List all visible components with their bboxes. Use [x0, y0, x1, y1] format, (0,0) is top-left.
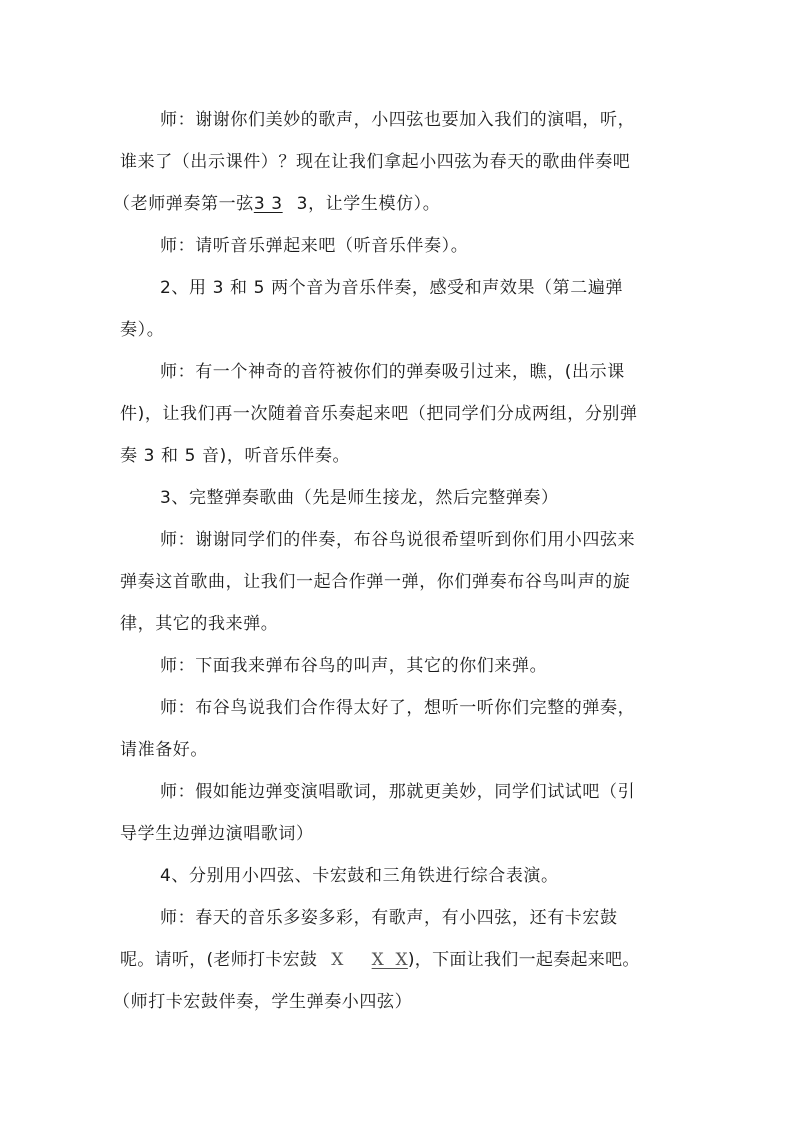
text-line: 弹奏这首歌曲，让我们一起合作弹一弹，你们弹奏布谷鸟叫声的旋 — [120, 572, 631, 592]
section-heading: 3、完整弹奏歌曲（先是师生接龙，然后完整弹奏） — [160, 488, 559, 508]
text-line: 导学生边弹边演唱歌词） — [120, 824, 314, 844]
text-line: 师：谢谢你们美妙的歌声，小四弦也要加入我们的演唱，听， — [160, 110, 636, 130]
section-heading: 4、分别用小四弦、卡宏鼓和三角铁进行综合表演。 — [160, 866, 559, 886]
text-line — [120, 948, 640, 972]
text-segment: 3，让学生模仿）。 — [296, 194, 441, 214]
text-line: 奏）。 — [120, 320, 165, 340]
rhythm-notes-underlined: X X — [371, 950, 408, 970]
text-segment: （老师弹奏第一弦 — [113, 194, 254, 214]
text-line: 师：春天的音乐多姿多彩，有歌声，有小四弦，还有卡宏鼓 — [160, 908, 618, 928]
rhythm-note: X — [331, 950, 344, 970]
text-line: 请准备好。 — [120, 740, 208, 760]
text-line: 奏 3 和 5 音)，听音乐伴奏。 — [120, 446, 351, 466]
section-heading: 2、用 3 和 5 两个音为音乐伴奏，感受和声效果（第二遍弹 — [160, 278, 624, 298]
text-line: 师：假如能边弹变演唱歌词，那就更美妙，同学们试试吧（引 — [160, 782, 636, 802]
text-line: 师：谢谢同学们的伴奏，布谷鸟说很希望听到你们用小四弦来 — [160, 530, 636, 550]
underlined-notes: 3 3 — [253, 194, 283, 214]
text-segment: )，下面让我们一起奏起来吧。 — [407, 950, 640, 970]
text-line — [113, 192, 440, 216]
text-segment: 呢。请听，(老师打卡宏鼓 — [120, 950, 318, 970]
text-line: 件)，让我们再一次随着音乐奏起来吧（把同学们分成两组，分别弹 — [120, 404, 638, 424]
text-line: 师：请听音乐弹起来吧（听音乐伴奏）。 — [160, 236, 469, 256]
text-line: 师：下面我来弹布谷鸟的叫声，其它的你们来弹。 — [160, 656, 548, 676]
text-line: 谁来了（出示课件）？现在让我们拿起小四弦为春天的歌曲伴奏吧 — [120, 152, 631, 172]
text-line: 师：布谷鸟说我们合作得太好了，想听一听你们完整的弹奏， — [160, 698, 636, 718]
text-line: （师打卡宏鼓伴奏，学生弹奏小四弦） — [113, 992, 413, 1012]
text-line: 律，其它的我来弹。 — [120, 614, 279, 634]
text-line: 师：有一个神奇的音符被你们的弹奏吸引过来，瞧，(出示课 — [160, 362, 625, 382]
